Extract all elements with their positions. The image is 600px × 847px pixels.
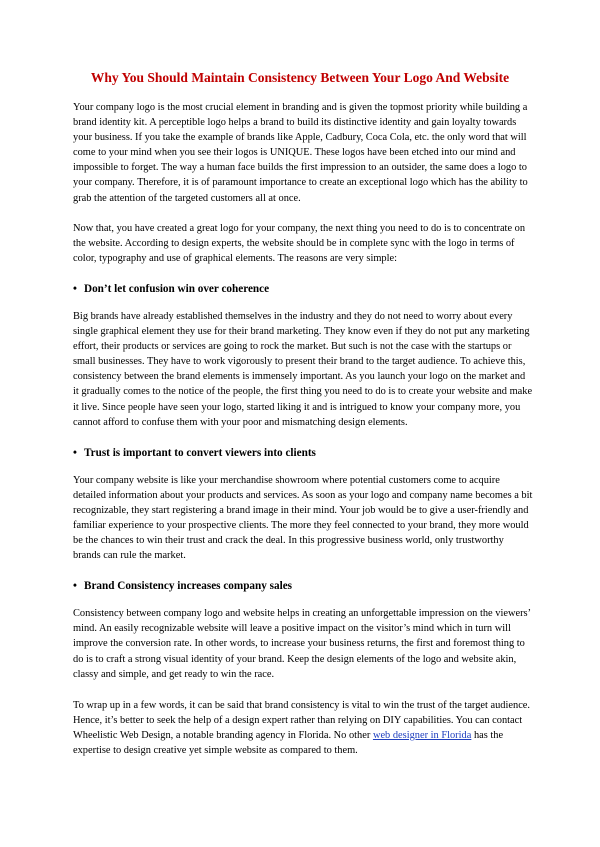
page-title: Why You Should Maintain Consistency Between Your Logo And Website	[90, 70, 510, 85]
section-paragraph-coherence: Big brands have already established themselves in the industry and they do not need to worry about every single graphical element they use for their brand marketing. They know even if they do not put any marketing effort, their products or services are going to rock the market. But such is not the case with the startups or small businesses. They have to work vigorously to present their brand to the target audience. To achieve this, consistency between the brand elements is immensely important. As you launch your logo on the market and it gradually comes to the notice of the people, the first thing you need to do is to create your website and make it live. Since people have seen your logo, started liking it and is intrigued to know your company more, you cannot afford to confuse them with your poor and mismatching design elements.	[73, 310, 533, 428]
bullet-icon: •	[73, 282, 77, 295]
closing-text-after-link: has the expertise to design creative yet simple website as compared to them.	[73, 729, 504, 756]
section-heading-text: Don’t let confusion win over coherence	[84, 282, 270, 295]
article-body	[73, 100, 533, 758]
closing-text-before-link: To wrap up in a few words, it can be said that brand consistency is vital to win the trust of the target audience. Hence, it’s better to seek the help of a design expert rather than relying on DIY capabilities. You can contact Wheelistic Web Design, a notable branding agency in Florida. No other	[73, 699, 531, 741]
section-heading-trust	[73, 446, 533, 460]
closing-paragraph	[73, 698, 533, 758]
bullet-icon: •	[73, 446, 77, 459]
section-paragraph-sales: Consistency between company logo and website helps in creating an unforgettable impression on the viewers’ mind. An easily recognizable website will leave a positive impact on the visitor’s mind which in turn will improve the conversion rate. In other words, to increase your business returns, the first and foremost thing to do is to craft a strong visual identity of your brand. Keep the design elements of the logo and website akin, classy and simple, and get ready to win the race.	[73, 608, 531, 680]
bullet-icon: •	[73, 580, 77, 593]
section-paragraph-trust: Your company website is like your merchandise showroom where potential customers come to acquire detailed information about your products and services. As soon as your logo and company name becomes a bit recognizable, they start registering a brand image in their mind. Your job would be to give a user-friendly and familiar experience to your prospective clients. The more they feel connected to your brand, they more would be the chances to win their trust and crack the deal. In this progressive business world, only trustworthy brands can rule the market.	[73, 474, 533, 562]
section-heading-text: Trust is important to convert viewers into clients	[84, 446, 316, 459]
intro-paragraph-1: Your company logo is the most crucial element in branding and is given the topmost priority while building a brand identity kit. A perceptible logo helps a brand to build its distinctive identity and gain loyalty towards your business. If you take the example of brands like Apple, Cadbury, Coca Cola, etc. the only word that will come to your mind when you see their logos is UNIQUE. These logos have been etched into our mind and impossible to forget. The way a human face builds the first impression to an outsider, the same does a logo to your company. Therefore, it is of paramount importance to create an exceptional logo which has the ability to grab the attention of the targeted customers all at once.	[73, 102, 528, 204]
section-heading-coherence	[73, 282, 533, 296]
section-heading-sales	[73, 579, 533, 593]
section-heading-text: Brand Consistency increases company sales	[84, 580, 293, 593]
intro-paragraph-2: Now that, you have created a great logo for your company, the next thing you need to do is to concentrate on the website. According to design experts, the website should be in complete sync with the logo in terms of color, typography and use of graphical elements. The reasons are very simple:	[73, 222, 526, 264]
web-designer-link[interactable]: web designer in Florida	[372, 729, 472, 741]
